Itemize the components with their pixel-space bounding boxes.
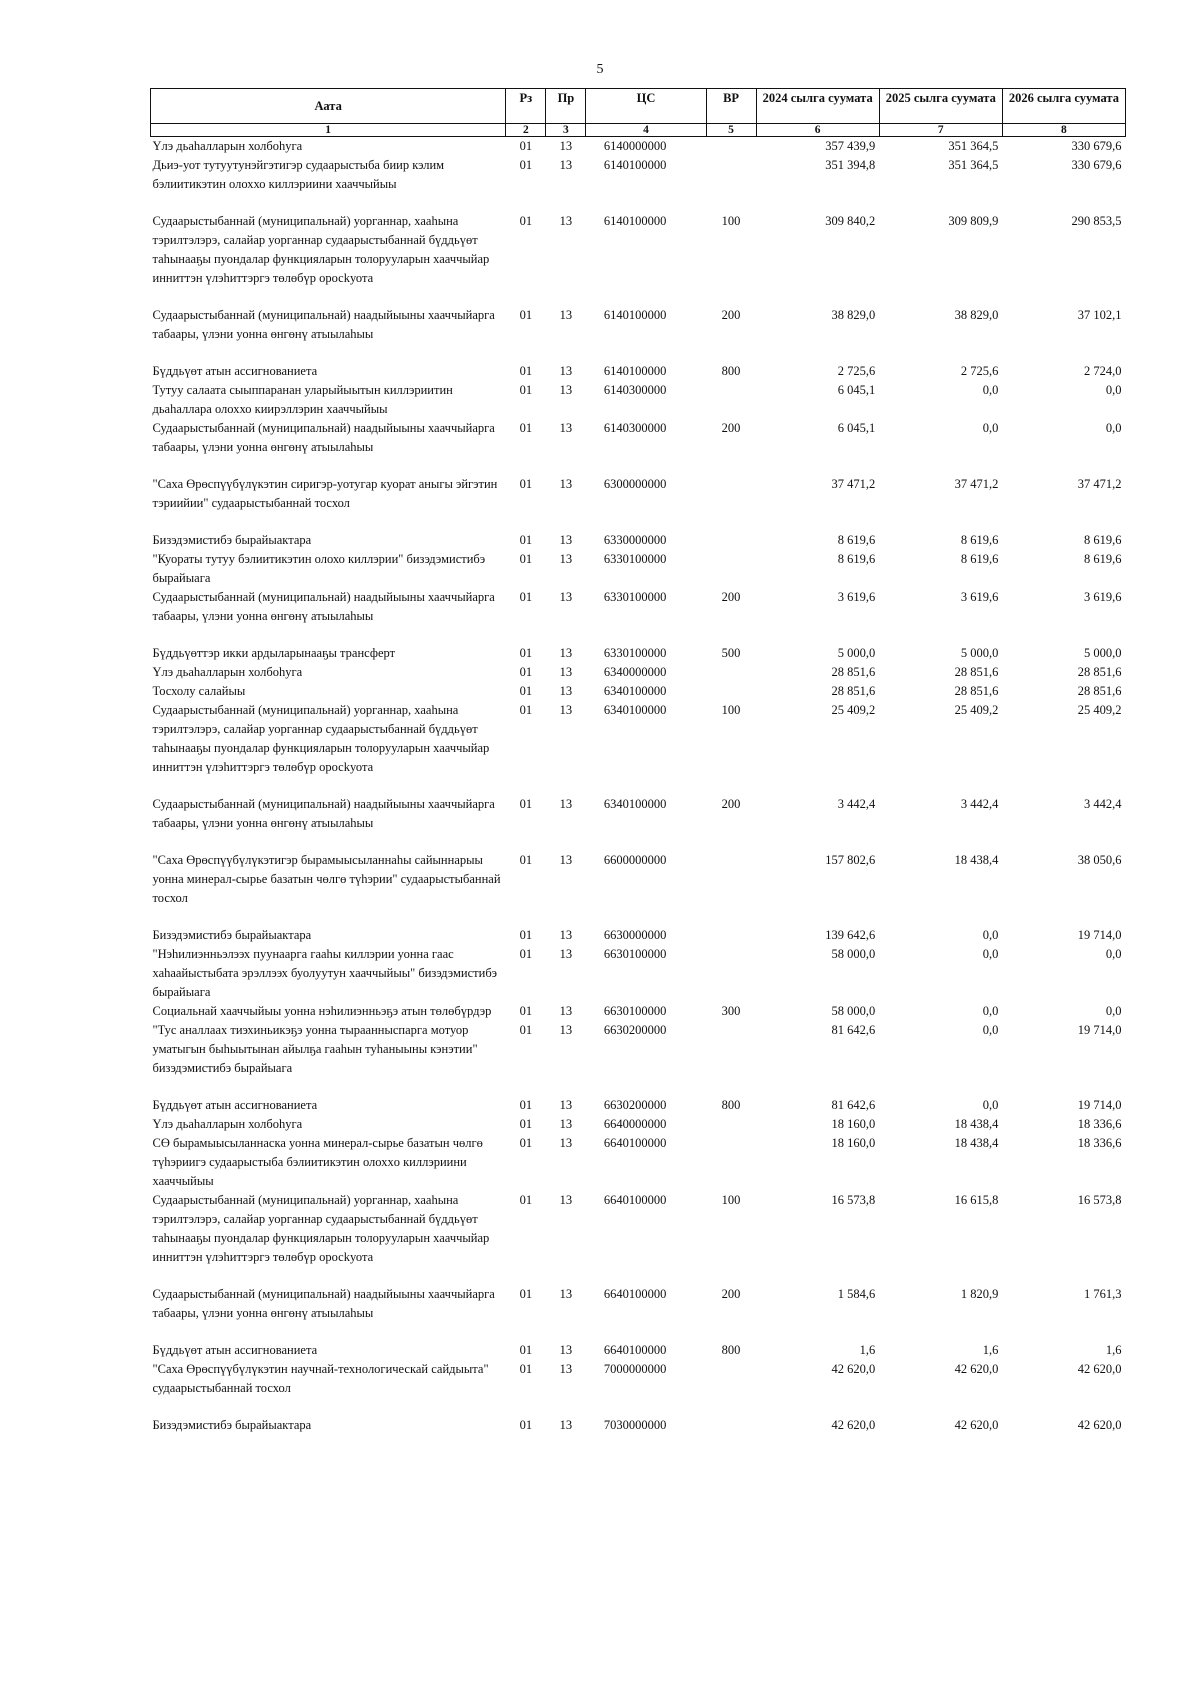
cell-cs: 6640100000: [603, 1136, 667, 1150]
cell-vr: [706, 1360, 756, 1416]
table-row: [151, 381, 1126, 419]
cell-name: Тосхолу салайыы: [152, 684, 246, 698]
cell-cs: 6140100000: [603, 158, 667, 172]
cell-2025: 1,6: [982, 1343, 999, 1357]
cell-2026: 5 000,0: [1084, 646, 1122, 660]
table-row: [151, 1021, 1126, 1096]
cell-2024: 1 584,6: [837, 1287, 876, 1301]
cell-cs: 7000000000: [603, 1362, 667, 1376]
cell-cs: 6630100000: [603, 1004, 667, 1018]
cell-name: Судаарыстыбаннай (муниципальнай) уорганнар, хааһына тэрилтэлэрэ, салайар уорганнар судаарыстыбаннай бүддьүөт таһынааҕы пуондалар функцияларын толорууларын хааччыйар инниттэн үлэһиттэргэ төлөбүр оросkуота: [152, 703, 490, 774]
cell-2026: 0,0: [1105, 947, 1122, 961]
cell-vr: 800: [721, 1343, 741, 1357]
cell-vr: 100: [721, 214, 741, 228]
cell-vr: 100: [721, 703, 741, 717]
cell-2026: 37 471,2: [1077, 477, 1122, 491]
header-2024: 2024 сылга суумата: [756, 89, 879, 124]
header-2025: 2025 сылга суумата: [879, 89, 1002, 124]
cell-vr: 200: [721, 421, 741, 435]
cell-rz: 01: [519, 1193, 533, 1207]
table-row: [151, 550, 1126, 588]
cell-cs: 6300000000: [603, 477, 667, 491]
cell-rz: 01: [519, 1418, 533, 1432]
cell-name: Судаарыстыбаннай (муниципальнай) наадыйыыны хааччыйарга табаары, үлэни уонна өнгөнү атыылаһыы: [152, 590, 495, 623]
cell-pr: 13: [559, 1023, 573, 1037]
cell-rz: 01: [519, 684, 533, 698]
column-number: 2: [506, 124, 546, 137]
header-2026: 2026 сылга суумата: [1002, 89, 1125, 124]
cell-name: "Саха Өрөспүүбүлүкэтин сиригэр-уотугар куорат аныгы эйгэтин тэриийии" судаарыстыбаннай тосхол: [152, 477, 498, 510]
cell-cs: 6640100000: [603, 1193, 667, 1207]
cell-vr: [706, 156, 756, 212]
cell-name: Социальнай хааччыйыы уонна нэһилиэнньэҕэ атын төлөбүрдэр: [152, 1004, 492, 1018]
cell-vr: 300: [721, 1004, 741, 1018]
header-cs: ЦС: [586, 89, 706, 124]
cell-vr: [706, 851, 756, 926]
cell-cs: 6630000000: [603, 928, 667, 942]
cell-rz: 01: [519, 703, 533, 717]
cell-2026: 330 679,6: [1071, 158, 1122, 172]
cell-2025: 8 619,6: [960, 552, 999, 566]
header-vr: ВР: [706, 89, 756, 124]
cell-2025: 18 438,4: [954, 1136, 999, 1150]
cell-pr: 13: [559, 590, 573, 604]
cell-name: "Куораты тутуу бэлиитикэтин олохо киллэрии" бизэдэмистибэ бырайыага: [152, 552, 486, 585]
cell-2025: 25 409,2: [954, 703, 999, 717]
cell-2025: 42 620,0: [954, 1418, 999, 1432]
cell-2024: 5 000,0: [837, 646, 876, 660]
cell-cs: 6140000000: [603, 139, 667, 153]
cell-2024: 81 642,6: [831, 1098, 876, 1112]
cell-2024: 37 471,2: [831, 477, 876, 491]
cell-2024: 16 573,8: [831, 1193, 876, 1207]
table-row: [151, 682, 1126, 701]
cell-vr: 200: [721, 797, 741, 811]
cell-2025: 2 725,6: [960, 364, 999, 378]
cell-2025: 3 442,4: [960, 797, 999, 811]
table-body: [151, 137, 1126, 1436]
cell-pr: 13: [559, 1117, 573, 1131]
cell-cs: 6140100000: [603, 214, 667, 228]
table-row: [151, 1285, 1126, 1341]
table-row: [151, 795, 1126, 851]
table-row: [151, 419, 1126, 475]
cell-vr: 100: [721, 1193, 741, 1207]
column-number: 4: [586, 124, 706, 137]
cell-pr: 13: [559, 552, 573, 566]
header-name: Аата: [151, 89, 506, 124]
cell-pr: 13: [559, 1136, 573, 1150]
cell-pr: 13: [559, 139, 573, 153]
table-row: [151, 531, 1126, 550]
cell-pr: 13: [559, 646, 573, 660]
cell-vr: [706, 381, 756, 419]
cell-vr: [706, 1021, 756, 1096]
cell-vr: [706, 926, 756, 945]
cell-2025: 28 851,6: [954, 684, 999, 698]
cell-2024: 25 409,2: [831, 703, 876, 717]
cell-vr: [706, 682, 756, 701]
cell-vr: 200: [721, 308, 741, 322]
cell-name: Бизэдэмистибэ бырайыактара: [152, 928, 312, 942]
cell-name: СӨ бырамыысыланнаска уонна минерал-сырье базатын чөлгө түһэриигэ судаарыстыба бэлиитикэтин олохxо киллэриини хааччыйыы: [152, 1136, 483, 1188]
cell-2024: 6 045,1: [837, 383, 876, 397]
cell-name: Бизэдэмистибэ бырайыактара: [152, 1418, 312, 1432]
cell-2026: 2 724,0: [1084, 364, 1122, 378]
column-number: 8: [1002, 124, 1125, 137]
cell-2026: 16 573,8: [1077, 1193, 1122, 1207]
cell-cs: 6630200000: [603, 1023, 667, 1037]
cell-pr: 13: [559, 533, 573, 547]
table-row: [151, 851, 1126, 926]
cell-2024: 81 642,6: [831, 1023, 876, 1037]
table-row: [151, 1360, 1126, 1416]
cell-2025: 18 438,4: [954, 853, 999, 867]
cell-cs: 6330100000: [603, 590, 667, 604]
cell-rz: 01: [519, 947, 533, 961]
cell-2024: 18 160,0: [831, 1117, 876, 1131]
cell-2024: 139 642,6: [825, 928, 876, 942]
cell-cs: 6140300000: [603, 421, 667, 435]
cell-cs: 6330000000: [603, 533, 667, 547]
table-row: [151, 1002, 1126, 1021]
cell-2024: 42 620,0: [831, 1362, 876, 1376]
budget-table-container: [150, 88, 1126, 1435]
cell-rz: 01: [519, 1343, 533, 1357]
cell-rz: 01: [519, 1136, 533, 1150]
cell-rz: 01: [519, 308, 533, 322]
page-number: 5: [596, 62, 604, 77]
table-row: [151, 1134, 1126, 1191]
cell-cs: 6140100000: [603, 308, 667, 322]
cell-2024: 8 619,6: [837, 552, 876, 566]
cell-2026: 18 336,6: [1077, 1117, 1122, 1131]
cell-2024: 38 829,0: [831, 308, 876, 322]
cell-rz: 01: [519, 477, 533, 491]
cell-2026: 28 851,6: [1077, 684, 1122, 698]
table-row: [151, 926, 1126, 945]
cell-vr: [706, 1115, 756, 1134]
cell-2025: 37 471,2: [954, 477, 999, 491]
cell-name: Судаарыстыбаннай (муниципальнай) уорганнар, хааһына тэрилтэлэрэ, салайар уорганнар судаарыстыбаннай бүддьүөт таһынааҕы пуондалар функцияларын толорууларын хааччыйар инниттэн үлэһиттэргэ төлөбүр оросkуота: [152, 1193, 490, 1264]
cell-name: Тутуу салаата сыыппаранан уларыйыытын киллэриитин дьаһаллара олоххо киирэллэрин хааччыйыы: [152, 383, 453, 416]
header-pr: Пр: [546, 89, 586, 124]
cell-cs: 7030000000: [603, 1418, 667, 1432]
column-number: 5: [706, 124, 756, 137]
cell-vr: 500: [721, 646, 741, 660]
cell-name: "Тус аналлаах тиэхиньикэҕэ уонна тыраанныспарга мотуор уматыгын быһыытынан айылҕа гааһын туһаныыны кэнэтии" бизэдэмистибэ бырайыага: [152, 1023, 478, 1075]
cell-name: Дьиэ-уот тутуутунэйгэтигэр судаарыстыба биир кэлим бэлиитикэтин олоххо киллэриини хааччыйыы: [152, 158, 445, 191]
cell-2026: 19 714,0: [1077, 928, 1122, 942]
cell-2026: 0,0: [1105, 421, 1122, 435]
table-row: [151, 1191, 1126, 1285]
cell-2024: 2 725,6: [837, 364, 876, 378]
cell-pr: 13: [559, 421, 573, 435]
cell-2025: 1 820,9: [960, 1287, 999, 1301]
cell-name: Бизэдэмистибэ бырайыактара: [152, 533, 312, 547]
column-number: 1: [151, 124, 506, 137]
cell-rz: 01: [519, 590, 533, 604]
cell-name: Судаарыстыбаннай (муниципальнай) наадыйыыны хааччыйарга табаары, үлэни уонна өнгөнү атыылаһыы: [152, 1287, 495, 1320]
cell-2026: 8 619,6: [1084, 552, 1122, 566]
cell-pr: 13: [559, 928, 573, 942]
table-row: [151, 1115, 1126, 1134]
table-row: [151, 663, 1126, 682]
cell-name: "Саха Өрөспүүбүлүкэтин научнай-технологическай сайдыыта" судаарыстыбаннай тосхол: [152, 1362, 489, 1395]
cell-pr: 13: [559, 1362, 573, 1376]
table-row: [151, 137, 1126, 157]
cell-cs: 6330100000: [603, 646, 667, 660]
cell-2024: 28 851,6: [831, 665, 876, 679]
cell-2026: 1 761,3: [1084, 1287, 1122, 1301]
cell-2025: 351 364,5: [948, 158, 999, 172]
cell-cs: 6140100000: [603, 364, 667, 378]
cell-2024: 3 619,6: [837, 590, 876, 604]
table-row: [151, 1341, 1126, 1360]
table-row: [151, 644, 1126, 663]
table-row: [151, 588, 1126, 644]
table-row: [151, 362, 1126, 381]
cell-rz: 01: [519, 364, 533, 378]
cell-pr: 13: [559, 1193, 573, 1207]
cell-2026: 28 851,6: [1077, 665, 1122, 679]
cell-rz: 01: [519, 646, 533, 660]
cell-2025: 8 619,6: [960, 533, 999, 547]
cell-pr: 13: [559, 1004, 573, 1018]
cell-rz: 01: [519, 1098, 533, 1112]
cell-vr: [706, 663, 756, 682]
cell-2025: 16 615,8: [954, 1193, 999, 1207]
cell-name: Үлэ дьаһалларын холбоһуга: [152, 1117, 303, 1131]
cell-2024: 42 620,0: [831, 1418, 876, 1432]
column-number: 7: [879, 124, 1002, 137]
cell-name: Бүддьүөт атын ассигнованиета: [152, 1098, 318, 1112]
cell-2024: 58 000,0: [831, 1004, 876, 1018]
cell-2026: 19 714,0: [1077, 1023, 1122, 1037]
cell-pr: 13: [559, 477, 573, 491]
cell-vr: [706, 1416, 756, 1435]
header-rz: Рз: [506, 89, 546, 124]
cell-rz: 01: [519, 853, 533, 867]
cell-2024: 58 000,0: [831, 947, 876, 961]
cell-pr: 13: [559, 703, 573, 717]
cell-cs: 6630200000: [603, 1098, 667, 1112]
column-number: 3: [546, 124, 586, 137]
cell-rz: 01: [519, 533, 533, 547]
cell-name: "Саха Өрөспүүбүлүкэтигэр бырамыысыланнаһы сайыннарыы уонна минерал-сырье базатын чөлгө түһэрии" судаарыстыбаннай тосхол: [152, 853, 501, 905]
cell-cs: 6340000000: [603, 665, 667, 679]
cell-2024: 18 160,0: [831, 1136, 876, 1150]
table-row: [151, 701, 1126, 795]
table-row: [151, 945, 1126, 1002]
cell-vr: [706, 475, 756, 531]
cell-rz: 01: [519, 1287, 533, 1301]
table-row: [151, 212, 1126, 306]
cell-cs: 6340100000: [603, 703, 667, 717]
cell-2026: 0,0: [1105, 383, 1122, 397]
cell-rz: 01: [519, 139, 533, 153]
cell-name: Үлэ дьаһалларын холбоһуга: [152, 139, 303, 153]
cell-rz: 01: [519, 214, 533, 228]
cell-2026: 18 336,6: [1077, 1136, 1122, 1150]
cell-2024: 6 045,1: [837, 421, 876, 435]
cell-2026: 3 619,6: [1084, 590, 1122, 604]
cell-cs: 6640100000: [603, 1287, 667, 1301]
cell-vr: 800: [721, 364, 741, 378]
cell-2026: 42 620,0: [1077, 1418, 1122, 1432]
cell-2026: 25 409,2: [1077, 703, 1122, 717]
cell-2025: 0,0: [982, 947, 999, 961]
cell-pr: 13: [559, 665, 573, 679]
cell-2026: 8 619,6: [1084, 533, 1122, 547]
cell-cs: 6630100000: [603, 947, 667, 961]
cell-name: Судаарыстыбаннай (муниципальнай) наадыйыыны хааччыйарга табаары, үлэни уонна өнгөнү атыылаһыы: [152, 421, 495, 454]
cell-2024: 157 802,6: [825, 853, 876, 867]
cell-pr: 13: [559, 684, 573, 698]
cell-2025: 0,0: [982, 1098, 999, 1112]
cell-rz: 01: [519, 1117, 533, 1131]
cell-2025: 0,0: [982, 383, 999, 397]
cell-2025: 28 851,6: [954, 665, 999, 679]
cell-2026: 330 679,6: [1071, 139, 1122, 153]
cell-cs: 6640100000: [603, 1343, 667, 1357]
cell-name: Бүддьүөт атын ассигнованиета: [152, 1343, 318, 1357]
cell-pr: 13: [559, 308, 573, 322]
cell-name: Судаарыстыбаннай (муниципальнай) наадыйыыны хааччыйарга табаары, үлэни уонна өнгөнү атыылаһыы: [152, 797, 495, 830]
table-row: [151, 156, 1126, 212]
cell-name: Бүддьүөттэр икки ардыларынааҕы трансферт: [152, 646, 396, 660]
table-row: [151, 1416, 1126, 1435]
cell-vr: 800: [721, 1098, 741, 1112]
cell-2025: 42 620,0: [954, 1362, 999, 1376]
cell-vr: [706, 531, 756, 550]
cell-2024: 309 840,2: [825, 214, 876, 228]
cell-rz: 01: [519, 421, 533, 435]
cell-2025: 309 809,9: [948, 214, 999, 228]
cell-2025: 3 619,6: [960, 590, 999, 604]
cell-rz: 01: [519, 928, 533, 942]
cell-2025: 5 000,0: [960, 646, 999, 660]
cell-name: Судаарыстыбаннай (муниципальнай) уорганнар, хааһына тэрилтэлэрэ, салайар уорганнар судаарыстыбаннай бүддьүөт таһынааҕы пуондалар функцияларын толорууларын хааччыйар инниттэн үлэһиттэргэ төлөбүр оросkуота: [152, 214, 490, 285]
cell-name: "Нэһилиэнньэлээх пуунаарга гааһы киллэрии уонна гаас хаһаайыстыбата эрэллээх буолуутун хааччыйыы" бизэдэмистибэ бырайыага: [152, 947, 498, 999]
cell-2025: 0,0: [982, 928, 999, 942]
cell-2025: 0,0: [982, 421, 999, 435]
cell-pr: 13: [559, 947, 573, 961]
cell-2025: 0,0: [982, 1023, 999, 1037]
cell-2026: 42 620,0: [1077, 1362, 1122, 1376]
cell-pr: 13: [559, 158, 573, 172]
table-row: [151, 475, 1126, 531]
cell-cs: 6140300000: [603, 383, 667, 397]
cell-2024: 8 619,6: [837, 533, 876, 547]
cell-2026: 19 714,0: [1077, 1098, 1122, 1112]
cell-pr: 13: [559, 797, 573, 811]
cell-2024: 351 394,8: [825, 158, 876, 172]
cell-rz: 01: [519, 158, 533, 172]
cell-cs: 6340100000: [603, 684, 667, 698]
cell-vr: [706, 1134, 756, 1191]
cell-cs: 6600000000: [603, 853, 667, 867]
cell-vr: [706, 550, 756, 588]
cell-cs: 6340100000: [603, 797, 667, 811]
cell-rz: 01: [519, 383, 533, 397]
cell-vr: [706, 945, 756, 1002]
cell-2026: 3 442,4: [1084, 797, 1122, 811]
cell-cs: 6640000000: [603, 1117, 667, 1131]
cell-2024: 357 439,9: [825, 139, 876, 153]
cell-vr: 200: [721, 1287, 741, 1301]
cell-rz: 01: [519, 665, 533, 679]
cell-rz: 01: [519, 552, 533, 566]
cell-cs: 6330100000: [603, 552, 667, 566]
cell-2025: 0,0: [982, 1004, 999, 1018]
column-number-row: [151, 124, 1126, 137]
cell-name: Бүддьүөт атын ассигнованиета: [152, 364, 318, 378]
cell-2026: 37 102,1: [1077, 308, 1122, 322]
cell-pr: 13: [559, 383, 573, 397]
cell-pr: 13: [559, 1418, 573, 1432]
cell-2025: 351 364,5: [948, 139, 999, 153]
cell-2026: 38 050,6: [1077, 853, 1122, 867]
cell-2024: 1,6: [859, 1343, 876, 1357]
table-row: [151, 306, 1126, 362]
cell-2026: 1,6: [1105, 1343, 1122, 1357]
cell-2026: 290 853,5: [1071, 214, 1122, 228]
cell-2025: 18 438,4: [954, 1117, 999, 1131]
cell-pr: 13: [559, 1343, 573, 1357]
cell-rz: 01: [519, 797, 533, 811]
cell-rz: 01: [519, 1023, 533, 1037]
cell-name: Судаарыстыбаннай (муниципальнай) наадыйыыны хааччыйарга табаары, үлэни уонна өнгөнү атыылаһыы: [152, 308, 495, 341]
cell-rz: 01: [519, 1362, 533, 1376]
cell-rz: 01: [519, 1004, 533, 1018]
budget-table: [150, 88, 1126, 1435]
cell-2025: 38 829,0: [954, 308, 999, 322]
cell-2024: 28 851,6: [831, 684, 876, 698]
cell-pr: 13: [559, 364, 573, 378]
column-number: 6: [756, 124, 879, 137]
cell-name: Үлэ дьаһалларын холбоһуга: [152, 665, 303, 679]
cell-vr: 200: [721, 590, 741, 604]
cell-pr: 13: [559, 1287, 573, 1301]
cell-pr: 13: [559, 214, 573, 228]
cell-pr: 13: [559, 853, 573, 867]
table-row: [151, 1096, 1126, 1115]
cell-vr: [706, 137, 756, 157]
cell-pr: 13: [559, 1098, 573, 1112]
header-row: [151, 89, 1126, 124]
cell-2026: 0,0: [1105, 1004, 1122, 1018]
cell-2024: 3 442,4: [837, 797, 876, 811]
